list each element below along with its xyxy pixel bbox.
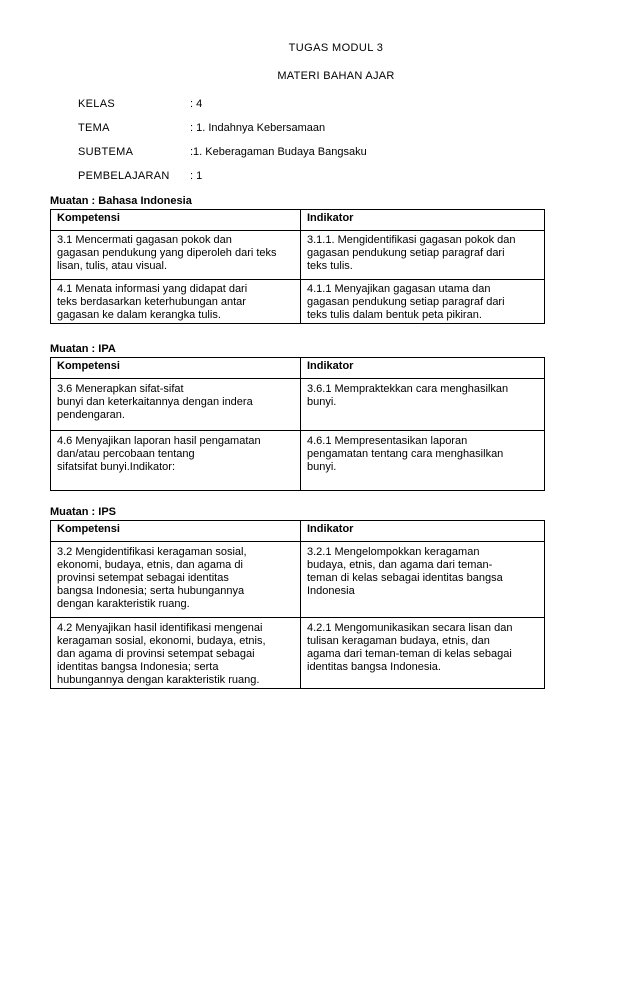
cell-line: provinsi setempat sebagai identitas <box>57 572 229 584</box>
meta-label: SUBTEMA <box>78 146 134 158</box>
cell-line: 3.6.1 Mempraktekkan cara menghasilkan <box>307 383 509 395</box>
table-header-row <box>51 210 545 231</box>
cell-line: teks tulis dalam bentuk peta pikiran. <box>307 309 482 321</box>
cell-line: teks berdasarkan keterhubungan antar <box>57 296 246 308</box>
table-row <box>51 542 545 618</box>
competency-table <box>50 209 545 324</box>
cell-line: 3.1.1. Mengidentifikasi gagasan pokok dan <box>307 234 516 246</box>
section-title: Muatan : IPS <box>50 506 117 518</box>
table-row <box>51 431 545 491</box>
table-row <box>51 280 545 324</box>
cell-line: hubungannya dengan karakteristik ruang. <box>57 674 260 686</box>
cell-line: bunyi. <box>307 461 337 473</box>
cell-line: 4.6 Menyajikan laporan hasil pengamatan <box>57 435 261 447</box>
meta-value: : 1 <box>190 170 203 182</box>
cell-line: 4.1 Menata informasi yang didapat dari <box>57 283 248 295</box>
cell-line: pengamatan tentang cara menghasilkan <box>307 448 504 460</box>
column-header-kompetensi: Kompetensi <box>51 210 301 231</box>
cell-line: sifatsifat bunyi.Indikator: <box>57 461 176 473</box>
meta-label: KELAS <box>78 98 115 110</box>
table-row <box>51 618 545 689</box>
column-header-indikator: Indikator <box>301 358 545 379</box>
meta-label: PEMBELAJARAN <box>78 170 170 182</box>
cell-line: dan agama di provinsi setempat sebagai <box>57 648 255 660</box>
cell-line: 4.1.1 Menyajikan gagasan utama dan <box>307 283 491 295</box>
indikator-cell <box>301 231 545 280</box>
competency-table <box>50 357 545 491</box>
document-title: TUGAS MODUL 3 <box>288 42 384 54</box>
cell-line: bangsa Indonesia; serta hubungannya <box>57 585 245 597</box>
cell-line: bunyi dan keterkaitannya dengan indera <box>57 396 253 408</box>
cell-line: agama dari teman-teman di kelas sebagai <box>307 648 512 660</box>
cell-line: 3.6 Menerapkan sifat-sifat <box>57 383 184 395</box>
cell-line: 4.2 Menyajikan hasil identifikasi mengenai <box>57 622 263 634</box>
competency-table <box>50 520 545 689</box>
cell-line: bunyi. <box>307 396 337 408</box>
cell-line: keragaman sosial, ekonomi, budaya, etnis, <box>57 635 266 647</box>
cell-line: 4.6.1 Mempresentasikan laporan <box>307 435 468 447</box>
cell-line: 3.2 Mengidentifikasi keragaman sosial, <box>57 546 247 558</box>
cell-line: 4.2.1 Mengomunikasikan secara lisan dan <box>307 622 513 634</box>
column-header-kompetensi: Kompetensi <box>51 358 301 379</box>
section-title: Muatan : IPA <box>50 343 116 355</box>
cell-line: gagasan ke dalam kerangka tulis. <box>57 309 221 321</box>
cell-line: dengan karakteristik ruang. <box>57 598 190 610</box>
kompetensi-cell <box>51 231 301 280</box>
column-header-indikator: Indikator <box>301 521 545 542</box>
kompetensi-cell <box>51 431 301 491</box>
cell-line: identitas bangsa Indonesia. <box>307 661 441 673</box>
indikator-cell <box>301 431 545 491</box>
cell-line: teman di kelas sebagai identitas bangsa <box>307 572 503 584</box>
section-bahasa-indonesia <box>50 194 544 324</box>
table-header-row <box>51 358 545 379</box>
cell-line: dan/atau percobaan tentang <box>57 448 195 460</box>
table-row <box>51 231 545 280</box>
cell-line: gagasan pendukung yang diperoleh dari teks <box>57 247 277 259</box>
column-header-indikator: Indikator <box>301 210 545 231</box>
column-header-kompetensi: Kompetensi <box>51 521 301 542</box>
cell-line: ekonomi, budaya, etnis, dan agama di <box>57 559 243 571</box>
kompetensi-cell <box>51 542 301 618</box>
meta-value: : 4 <box>190 98 203 110</box>
kompetensi-cell <box>51 618 301 689</box>
cell-line: Indonesia <box>307 585 355 597</box>
meta-label: TEMA <box>78 122 110 134</box>
section-ips <box>50 505 544 689</box>
cell-line: pendengaran. <box>57 409 125 421</box>
cell-line: identitas bangsa Indonesia; serta <box>57 661 219 673</box>
kompetensi-cell <box>51 280 301 324</box>
indikator-cell <box>301 379 545 431</box>
indikator-cell <box>301 542 545 618</box>
cell-line: teks tulis. <box>307 260 353 272</box>
cell-line: lisan, tulis, atau visual. <box>57 260 168 272</box>
cell-line: gagasan pendukung setiap paragraf dari <box>307 247 505 259</box>
meta-value: : 1. Indahnya Kebersamaan <box>190 122 326 134</box>
section-ipa <box>50 342 544 491</box>
cell-line: 3.2.1 Mengelompokkan keragaman <box>307 546 480 558</box>
cell-line: 3.1 Mencermati gagasan pokok dan <box>57 234 232 246</box>
document-subtitle: MATERI BAHAN AJAR <box>277 70 395 82</box>
kompetensi-cell <box>51 379 301 431</box>
cell-line: tulisan keragaman budaya, etnis, dan <box>307 635 490 647</box>
indikator-cell <box>301 280 545 324</box>
section-title: Muatan : Bahasa Indonesia <box>50 195 192 207</box>
cell-line: gagasan pendukung setiap paragraf dari <box>307 296 505 308</box>
cell-line: budaya, etnis, dan agama dari teman- <box>307 559 493 571</box>
meta-value: :1. Keberagaman Budaya Bangsaku <box>190 146 367 158</box>
table-row <box>51 379 545 431</box>
table-header-row <box>51 521 545 542</box>
indikator-cell <box>301 618 545 689</box>
